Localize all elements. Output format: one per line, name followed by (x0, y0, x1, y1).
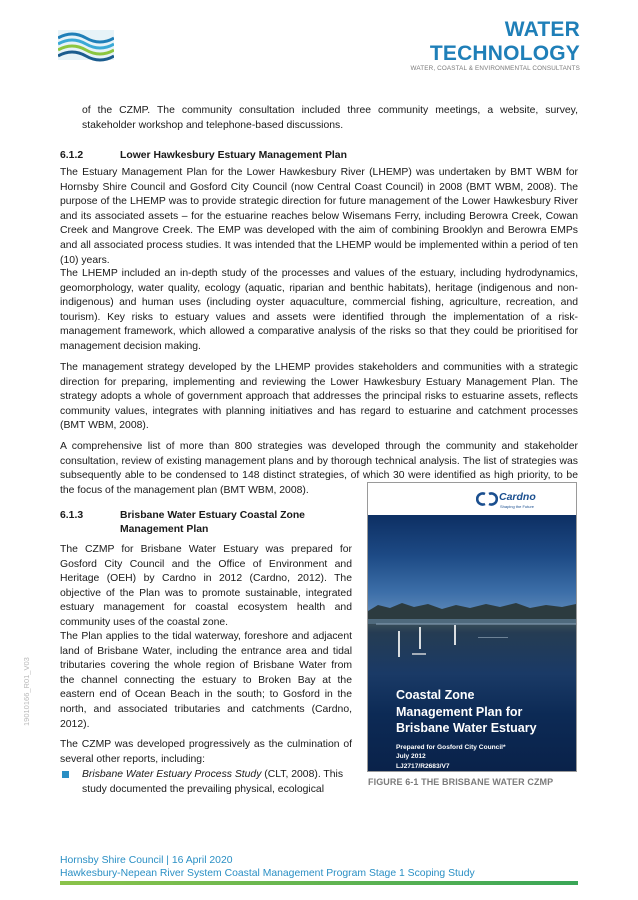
paragraph-613-1: The CZMP for Brisbane Water Estuary was prepared for Gosford City Council and the Office of Environment and Heritage (OEH) by Cardno in 2012 (Cardno, 2012). The objective of the Plan was to promote sustainable, integrated estuary management for coastal ecosystem health and community uses of the coastal zone. (60, 544, 352, 628)
section-title-613 (120, 509, 305, 537)
cover-sub-line2: July 2012 (396, 753, 426, 761)
footer-line1: Hornsby Shire Council | 16 April 2020 (60, 855, 233, 866)
bullet-square-icon (62, 771, 69, 778)
cover-sub-line3: LJ2717/R2683/V7 (396, 762, 450, 770)
bullet-line2: study documented the prevailing physical, ecological (82, 783, 325, 795)
cover-title (396, 687, 537, 737)
intro-paragraph: of the CZMP. The community consultation included three community meetings, a website, survey, stakeholder workshop and telephone-based discussions. (82, 105, 578, 131)
brand-subtitle: WATER, COASTAL & ENVIRONMENTAL CONSULTANTS (410, 65, 580, 72)
cardno-logo-icon (476, 492, 498, 506)
company-logo-waves (58, 26, 114, 64)
section-title-613-line1: Brisbane Water Estuary Coastal Zone (120, 510, 305, 521)
cover-header (368, 483, 576, 515)
footer-rule (60, 881, 578, 885)
brand-title: WATER TECHNOLOGY (429, 18, 580, 65)
page-footer (60, 854, 475, 881)
figure-caption: FIGURE 6-1 THE BRISBANE WATER CZMP (368, 777, 554, 787)
cover-sub-line1: Prepared for Gosford City Council* (396, 744, 506, 751)
bullet-title: Brisbane Water Estuary Process Study (82, 769, 262, 780)
brand-block (398, 18, 580, 72)
paragraph-613-3: The CZMP was developed progressively as the culmination of several other reports, including: (60, 739, 352, 765)
cover-title-line2: Management Plan for (396, 704, 523, 719)
cover-brand: Cardno (499, 491, 536, 503)
section-title-613-line2: Management Plan (120, 524, 209, 535)
figure-report-cover (367, 482, 577, 772)
footer-line2: Hawkesbury-Nepean River System Coastal Management Program Stage 1 Scoping Study (60, 868, 475, 880)
section-number-613: 6.1.3 (60, 510, 84, 521)
paragraph-612-3: The management strategy developed by the LHEMP provides stakeholders and communities with a strategic direction for preparing, implementing and reviewing the Lower Hawkesbury Estuary Management Plan. The strategy adopts a whole of government approach that addresses the principal risks to estuarine assets, reflects community values, integrates with planning initiatives and has regard to estuarine and catchment processes (BMT WBM, 2008). (60, 362, 578, 432)
cover-title-line3: Brisbane Water Estuary (396, 721, 537, 735)
bullet-rest: (CLT, 2008). This (261, 769, 344, 780)
section-number-612: 6.1.2 (60, 150, 84, 161)
cover-tagline: Shaping the Future (500, 504, 535, 509)
paragraph-612-2: The LHEMP included an in-depth study of the processes and values of the estuary, including hydrodynamics, geomorphology, water quality, ecology (aquatic, riparian and benthic habitats), heritage (indigenous and non-indigenous) and human uses (including oyster aquaculture, commercial fishing, agriculture, recreation, and tourism). Key risks to estuary values and assets were identified through the implementation of a risk-management framework, which allowed a comparative analysis of the risks so that they could be prioritised for management decision making. (60, 268, 578, 352)
bullet-item (82, 768, 352, 797)
cover-photo-estuary (368, 515, 576, 771)
cover-subtitle (396, 743, 506, 771)
paragraph-612-4: A comprehensive list of more than 800 strategies was developed through the community and stakeholder consultation, review of existing management plans and by thorough technical analysis. The list of strategies was subsequently able to be condensed to 148 distinct strategies, of which 30 were identified as high priority, to be the focus of the management plan (BMT WBM, 2008). (60, 441, 578, 496)
section-title-612: Lower Hawkesbury Estuary Management Plan (120, 150, 347, 161)
paragraph-613-2: The Plan applies to the tidal waterway, foreshore and adjacent land of Brisbane Water, including the entrance area and tidal tributaries covering the whole region of Brisbane Water from the channel connecting the estuary to Broken Bay at the eastern end of Ocean Beach in the south; to Gosford in the north, and associated tributaries and catchments (Cardno, 2012). (60, 631, 352, 730)
document-id-vertical: 19010166_R01_V03 (22, 657, 31, 726)
cover-title-line1: Coastal Zone (396, 688, 475, 702)
paragraph-612-1: The Estuary Management Plan for the Lower Hawkesbury River (LHEMP) was undertaken by BMT WBM for Hornsby Shire Council and Gosford City Council (now Central Coast Council) in 2008 (BMT WBM, 2008). The purpose of the LHEMP was to provide strategic direction for future management of the Lower Hawkesbury River and its associated assets – for the estuarine reaches below Wisemans Ferry, including Berowra Creek, Cowan Creek and Mangrove Creek. The EMP was developed with the aim of combining Brooklyn and Berowra EMPs and all associated process studies. It was intended that the LHEMP would be implemented within a period of ten (10) years. (60, 167, 578, 266)
